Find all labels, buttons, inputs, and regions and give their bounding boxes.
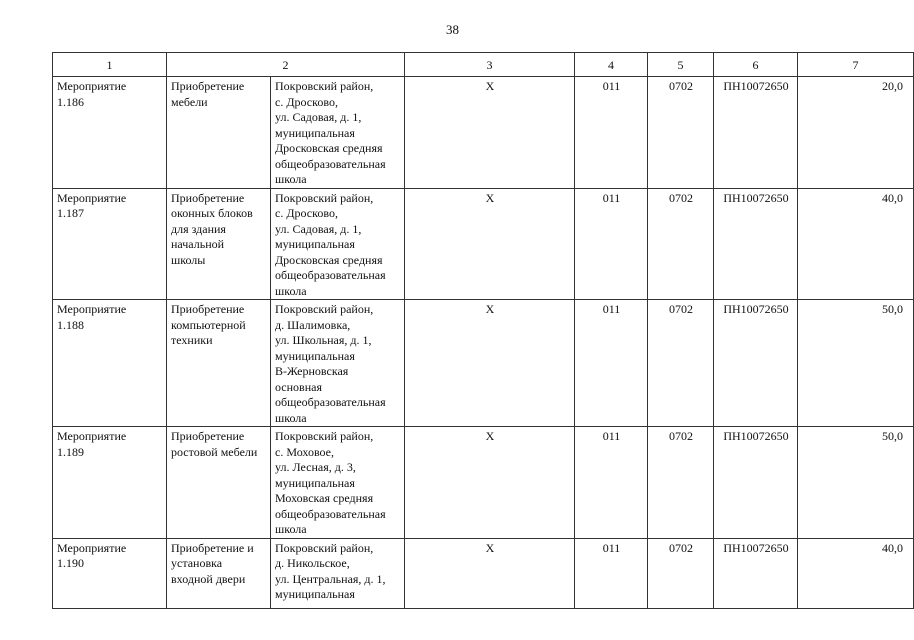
address-line: школа: [275, 283, 307, 298]
cell-col6: ПН10072650: [714, 538, 798, 608]
cell-event: [53, 538, 167, 608]
item-line: Приобретение: [171, 302, 245, 316]
address-line: муниципальная: [275, 125, 355, 140]
table-row: [53, 427, 914, 539]
cell-col5: 0702: [648, 427, 714, 539]
item-line: оконных блоков: [171, 206, 253, 220]
address-line: муниципальная: [275, 587, 355, 601]
cell-col7: 20,0: [798, 77, 914, 189]
cell-col4: 011: [575, 188, 648, 300]
cell-address: [271, 77, 405, 189]
cell-address: [271, 427, 405, 539]
cell-col7: 40,0: [798, 188, 914, 300]
header-col-7: 7: [798, 53, 914, 77]
table-body: [53, 77, 914, 609]
cell-item: [167, 188, 271, 300]
address-line: школа: [275, 172, 307, 186]
address-line: муниципальная: [275, 348, 355, 363]
event-line: Мероприятие: [57, 302, 127, 316]
event-line: Мероприятие: [57, 540, 127, 555]
event-line: 1.189: [57, 444, 84, 459]
address-line: с. Дросково,: [275, 94, 338, 109]
page-number: 38: [446, 22, 459, 37]
item-line: установка: [171, 556, 223, 570]
header-col-6: 6: [714, 53, 798, 77]
cell-event: [53, 427, 167, 539]
item-line: входной двери: [171, 571, 246, 586]
item-line: начальной: [171, 237, 225, 251]
cell-col5: 0702: [648, 77, 714, 189]
header-col-1: 1: [53, 53, 167, 77]
address-line: школа: [275, 410, 307, 425]
item-line: Приобретение: [171, 79, 245, 93]
table-row: [53, 300, 914, 427]
item-line: Приобретение и: [171, 540, 254, 555]
event-line: 1.186: [57, 94, 84, 109]
item-line: Приобретение: [171, 429, 245, 443]
cell-col4: 011: [575, 300, 648, 427]
address-line: ул. Школьная, д. 1,: [275, 333, 372, 347]
header-col-5: 5: [648, 53, 714, 77]
address-line: ул. Садовая, д. 1,: [275, 221, 362, 236]
cell-col3: Х: [405, 188, 575, 300]
item-line: Приобретение: [171, 190, 245, 205]
cell-col7: 50,0: [798, 300, 914, 427]
event-line: Мероприятие: [57, 190, 127, 205]
address-line: д. Никольское,: [275, 556, 350, 570]
budget-table-container: [52, 52, 903, 601]
cell-item: [167, 538, 271, 608]
address-line: основная: [275, 379, 322, 394]
table-row: [53, 77, 914, 189]
cell-col3: Х: [405, 427, 575, 539]
table-row: [53, 188, 914, 300]
cell-col4: 011: [575, 538, 648, 608]
table-header: [53, 53, 914, 77]
address-line: ул. Садовая, д. 1,: [275, 110, 362, 124]
header-row: [53, 53, 914, 77]
address-line: муниципальная: [275, 237, 355, 251]
cell-col7: 50,0: [798, 427, 914, 539]
item-line: для здания: [171, 221, 226, 236]
cell-col5: 0702: [648, 538, 714, 608]
address-line: с. Дросково,: [275, 206, 338, 220]
cell-address: [271, 538, 405, 608]
address-line: Покровский район,: [275, 302, 374, 316]
cell-col4: 011: [575, 427, 648, 539]
cell-col5: 0702: [648, 188, 714, 300]
address-line: с. Моховое,: [275, 444, 334, 459]
cell-col6: ПН10072650: [714, 77, 798, 189]
address-line: общеобразовательная: [275, 395, 386, 409]
cell-item: [167, 300, 271, 427]
address-line: д. Шалимовка,: [275, 317, 351, 332]
address-line: общеобразовательная: [275, 156, 386, 171]
header-col-2: 2: [167, 53, 405, 77]
budget-table: [52, 52, 914, 609]
cell-event: [53, 188, 167, 300]
event-line: 1.187: [57, 206, 84, 220]
address-line: Дросковская средняя: [275, 252, 383, 267]
address-line: В-Жерновская: [275, 364, 349, 378]
cell-col6: ПН10072650: [714, 188, 798, 300]
header-col-3: 3: [405, 53, 575, 77]
event-line: 1.190: [57, 556, 84, 570]
cell-address: [271, 300, 405, 427]
address-line: общеобразовательная: [275, 268, 386, 282]
address-line: Покровский район,: [275, 190, 374, 205]
cell-item: [167, 427, 271, 539]
item-line: мебели: [171, 94, 208, 109]
address-line: общеобразовательная: [275, 506, 386, 521]
cell-col6: ПН10072650: [714, 427, 798, 539]
cell-item: [167, 77, 271, 189]
cell-col4: 011: [575, 77, 648, 189]
address-line: муниципальная: [275, 475, 355, 490]
address-line: ул. Лесная, д. 3,: [275, 460, 356, 474]
header-col-4: 4: [575, 53, 648, 77]
address-line: школа: [275, 522, 307, 536]
event-line: Мероприятие: [57, 79, 127, 93]
address-line: Покровский район,: [275, 429, 374, 443]
address-line: Моховская средняя: [275, 491, 374, 505]
item-line: компьютерной: [171, 317, 246, 332]
table-row: [53, 538, 914, 608]
item-line: школы: [171, 252, 206, 267]
cell-event: [53, 300, 167, 427]
event-line: Мероприятие: [57, 429, 127, 443]
cell-col3: Х: [405, 300, 575, 427]
cell-event: [53, 77, 167, 189]
cell-col6: ПН10072650: [714, 300, 798, 427]
cell-col3: Х: [405, 538, 575, 608]
cell-col3: Х: [405, 77, 575, 189]
cell-col7: 40,0: [798, 538, 914, 608]
address-line: Покровский район,: [275, 79, 374, 93]
cell-col5: 0702: [648, 300, 714, 427]
item-line: ростовой мебели: [171, 444, 258, 459]
address-line: Покровский район,: [275, 540, 374, 555]
cell-address: [271, 188, 405, 300]
address-line: Дросковская средняя: [275, 141, 383, 155]
event-line: 1.188: [57, 317, 84, 332]
address-line: ул. Центральная, д. 1,: [275, 571, 386, 586]
item-line: техники: [171, 333, 213, 347]
